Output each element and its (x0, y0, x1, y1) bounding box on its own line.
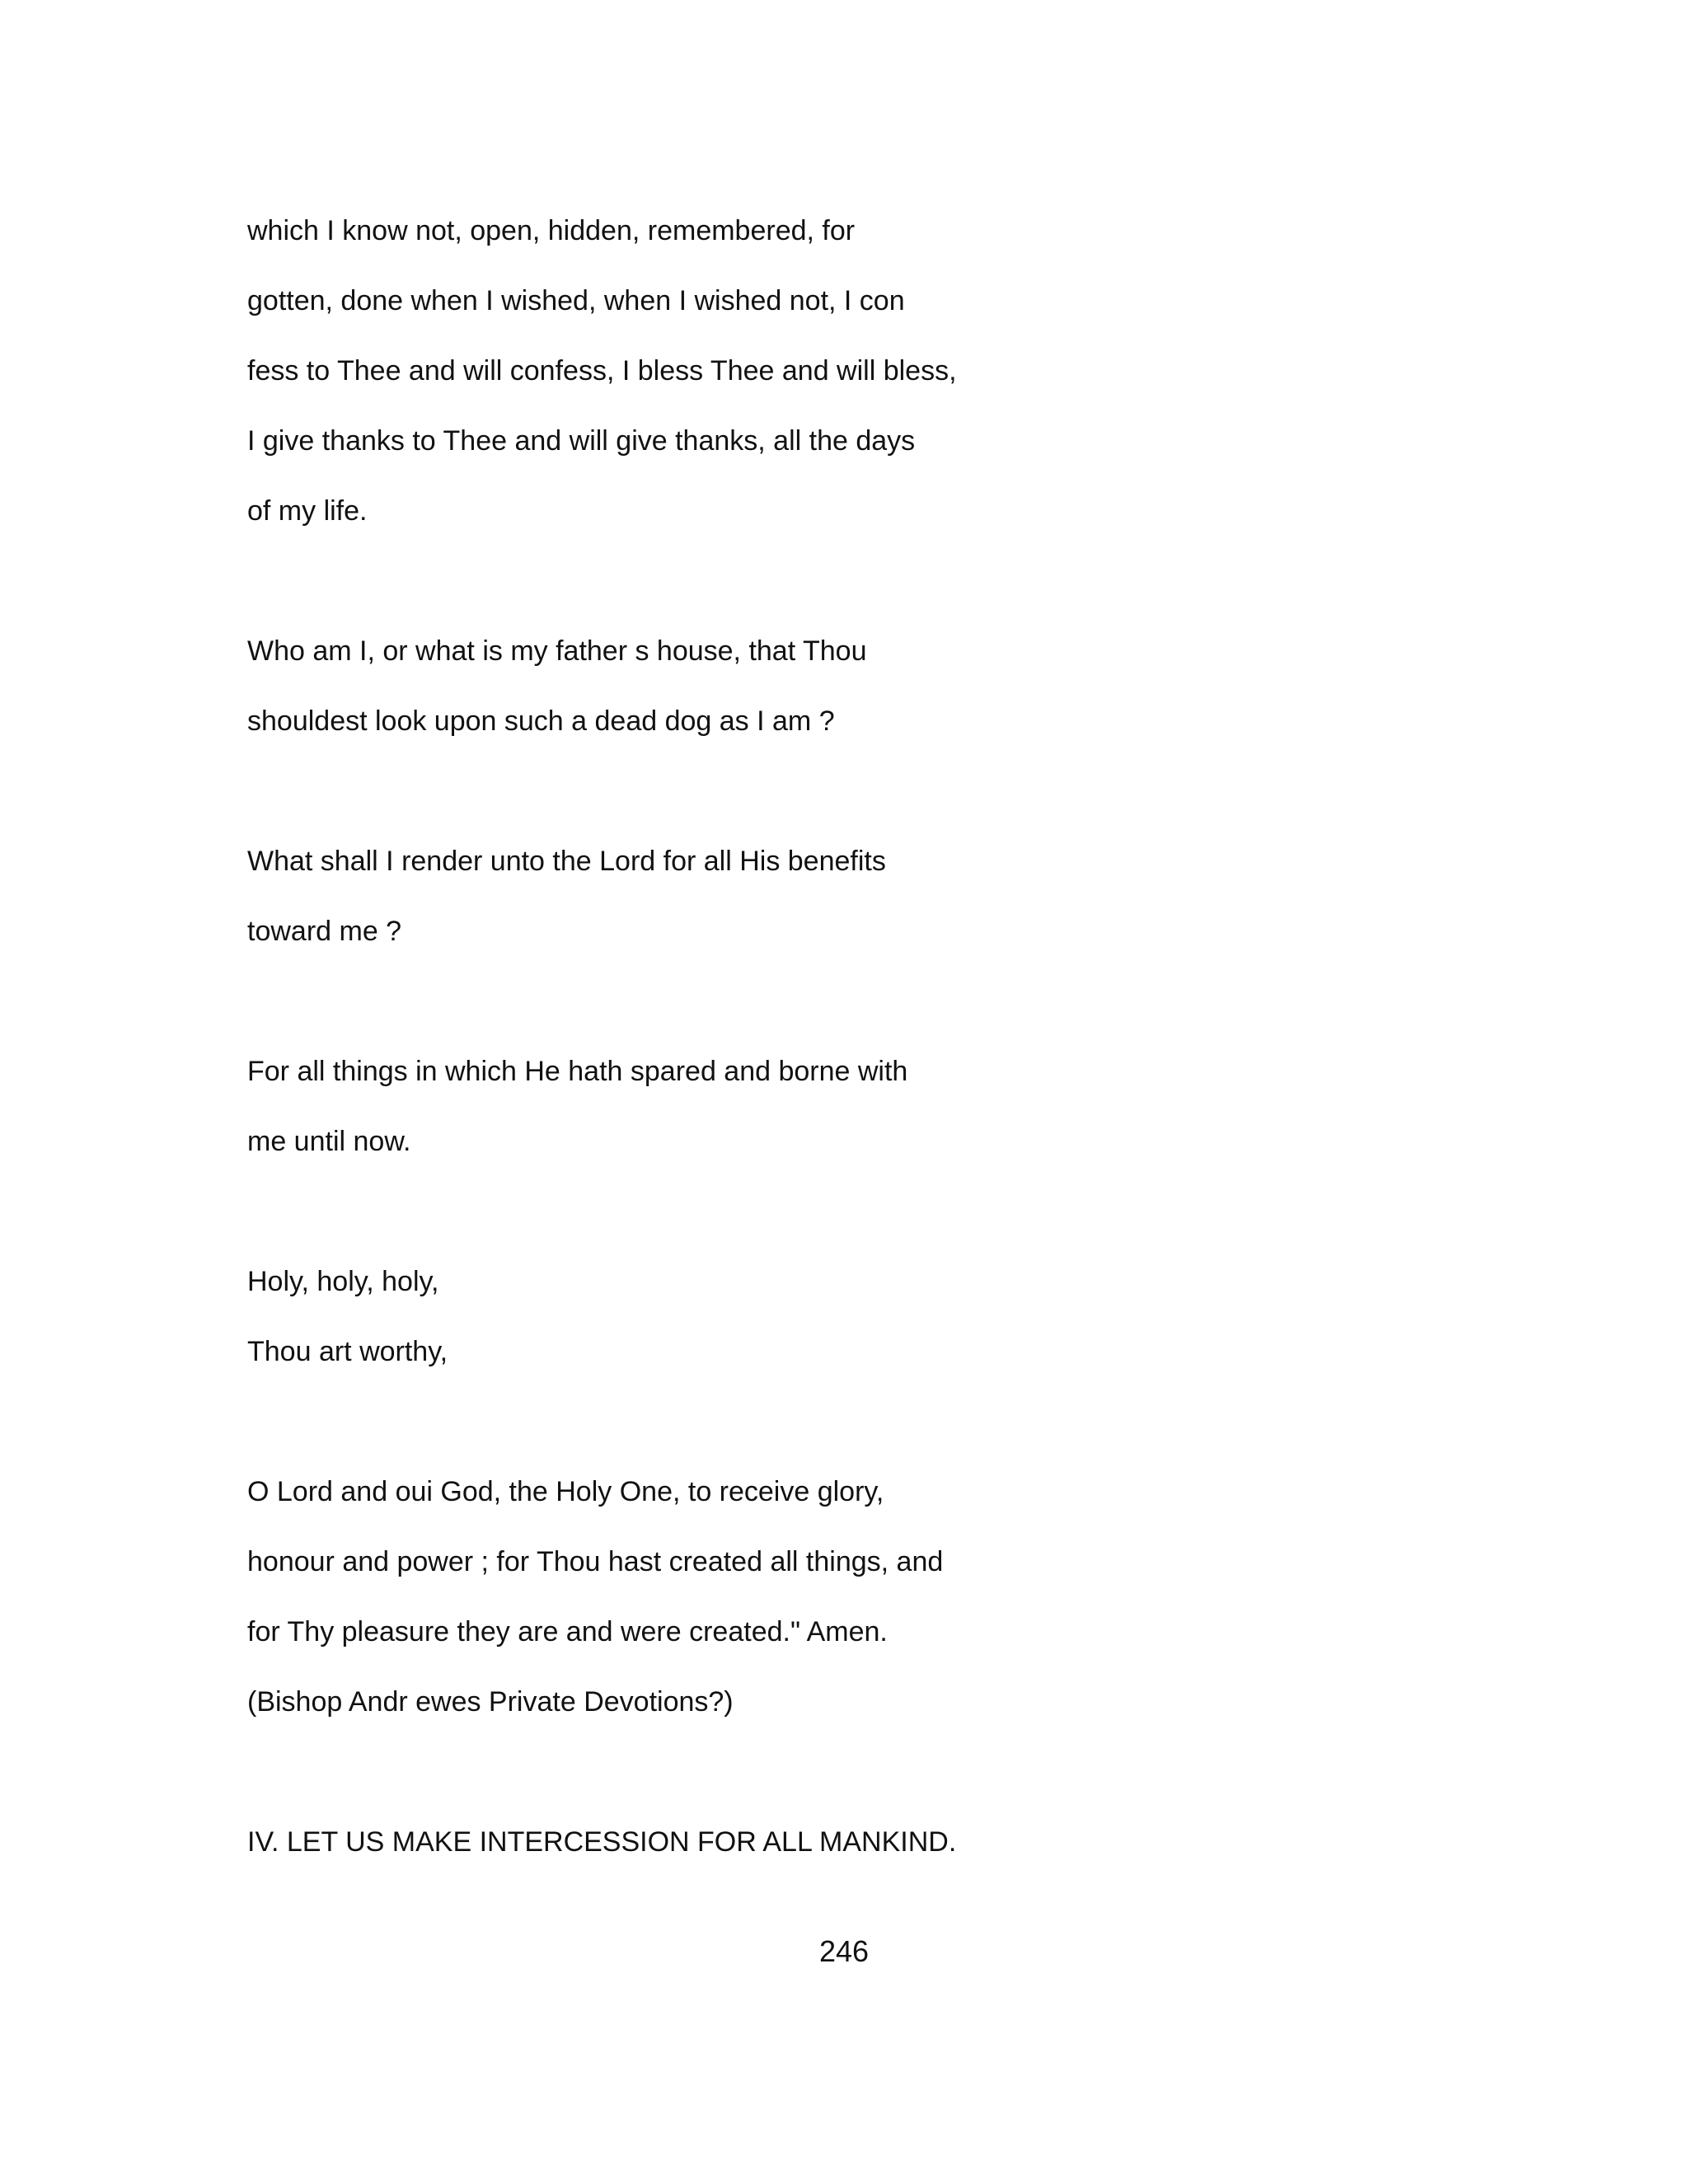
text-line: (Bishop Andr ewes Private Devotions?) (247, 1686, 734, 1718)
section-heading: IV. LET US MAKE INTERCESSION FOR ALL MANKIND. (247, 1826, 957, 1858)
body-text (247, 196, 1484, 1877)
paragraph-gap (247, 546, 1484, 616)
page-number: 246 (818, 1934, 870, 1968)
text-line: What shall I render unto the Lord for all His benefits (247, 846, 886, 877)
text-line: I give thanks to Thee and will give thanks, all the days (247, 425, 916, 457)
text-line: fess to Thee and will confess, I bless Thee and will bless, (247, 355, 957, 387)
paragraph-gap (247, 1387, 1484, 1457)
paragraph-gap (247, 1177, 1484, 1247)
text-line: of my life. (247, 495, 368, 527)
text-line: toward me ? (247, 916, 402, 947)
text-line: Holy, holy, holy, (247, 1266, 439, 1297)
text-line: which I know not, open, hidden, remembered, for (247, 215, 856, 246)
paragraph-gap (247, 967, 1484, 1037)
text-line: honour and power ; for Thou hast created all things, and (247, 1546, 944, 1577)
text-line: Thou art worthy, (247, 1336, 448, 1367)
text-line: shouldest look upon such a dead dog as I am ? (247, 705, 835, 737)
text-line: me until now. (247, 1126, 411, 1157)
text-line: O Lord and oui God, the Holy One, to receive glory, (247, 1476, 884, 1507)
paragraph-gap (247, 1737, 1484, 1807)
text-line: Who am I, or what is my father s house, that Thou (247, 635, 867, 667)
text-line: gotten, done when I wished, when I wished not, I con (247, 285, 905, 316)
paragraph-gap (247, 757, 1484, 827)
text-line: for Thy pleasure they are and were created." Amen. (247, 1616, 888, 1647)
text-line: For all things in which He hath spared and borne with (247, 1056, 908, 1087)
